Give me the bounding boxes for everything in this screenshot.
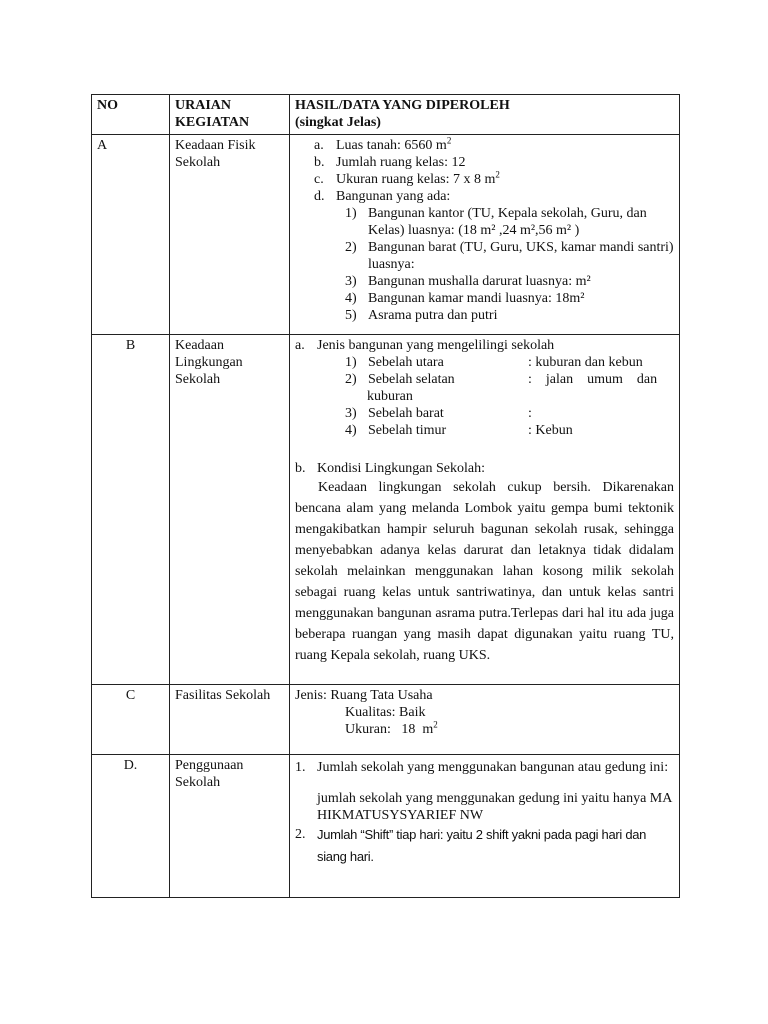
- list-item: 3) Sebelah barat :: [345, 406, 532, 421]
- header-hasil: [290, 95, 680, 135]
- row-a-uraian: Keadaan Fisik Sekolah: [170, 135, 290, 335]
- table-row-a: [92, 135, 680, 335]
- condition-paragraph: Keadaan lingkungan sekolah cukup bersih. Dikarenakan bencana alam yang melanda Lombok yaitu gempa bumi tektonik mengakibatkan hampir seluruh bagunan sekolah rusak, sehingga menyebabkan adanya kelas darurat dan letaknya tidak didalam sekolah melainkan menggunakan lahan kosong milik sekolah sebagai ruang kelas untuk santriwatinya, dan untuk kelas santri menggunakan bangunan asrama putra.Terlepas dari hal itu ada juga beberapa ruangan yang masih dapat digunakan yaitu ruang TU, ruang Kepala sekolah, ruang UKS.: [295, 480, 674, 663]
- list-item: 2) Bangunan barat (TU, Guru, UKS, kamar mandi santri) luasnya:: [345, 240, 674, 272]
- list-item: 1) Bangunan kantor (TU, Kepala sekolah, Guru, dan Kelas) luasnya: (18 m² ,24 m²,56 m² ): [345, 206, 647, 238]
- row-a-hasil: [290, 135, 680, 335]
- facility-size: Ukuran: 18 $m^2$: [345, 719, 438, 737]
- list-item: 2. Jumlah “Shift” tiap hari: yaitu 2 shift yakni pada pagi hari dan siang hari.: [295, 827, 647, 864]
- list-item: b. Jumlah ruang kelas: 12: [314, 155, 466, 170]
- table-row-d: [92, 755, 680, 898]
- report-table: [91, 94, 680, 898]
- list-item: 4) Sebelah timur : Kebun: [345, 423, 573, 438]
- usage-detail: jumlah sekolah yang menggunakan gedung ini yaitu hanya MA HIKMATUSYSYARIEF NW: [317, 791, 672, 823]
- list-item: a. Jenis bangunan yang mengelilingi sekolah: [295, 338, 555, 353]
- list-item: d. Bangunan yang ada:: [314, 189, 451, 204]
- facility-quality: Kualitas: Baik: [345, 705, 426, 720]
- list-item: 1. Jumlah sekolah yang menggunakan bangunan atau gedung ini:: [295, 760, 669, 775]
- header-uraian-line2: KEGIATAN: [175, 115, 250, 130]
- list-item: c. Ukuran ruang kelas: 7 x 8 $m^2$: [314, 169, 500, 187]
- list-item: b. Kondisi Lingkungan Sekolah:: [295, 461, 485, 476]
- row-d-no: D.: [92, 755, 170, 898]
- header-no: NO: [92, 95, 170, 135]
- header-hasil-line1: HASIL/DATA YANG DIPEROLEH: [295, 98, 510, 113]
- facility-type: Jenis: Ruang Tata Usaha: [295, 688, 433, 703]
- header-uraian: [170, 95, 290, 135]
- row-b-hasil: [290, 335, 680, 685]
- row-a-no: A: [92, 135, 170, 335]
- row-d-hasil: [290, 755, 680, 898]
- table-row-c: [92, 685, 680, 755]
- table-row-b: [92, 335, 680, 685]
- list-item: 1) Sebelah utara : kuburan dan kebun: [345, 355, 643, 370]
- list-item: 3) Bangunan mushalla darurat luasnya: m²: [345, 274, 591, 289]
- header-hasil-line2: (singkat Jelas): [295, 115, 381, 130]
- list-item: kuburan: [367, 389, 413, 404]
- list-item: 5) Asrama putra dan putri: [345, 308, 498, 323]
- list-item: 2) Sebelah selatan : jalan umum dan: [345, 372, 658, 387]
- row-c-uraian: Fasilitas Sekolah: [170, 685, 290, 755]
- row-d-uraian: Penggunaan Sekolah: [170, 755, 290, 898]
- list-item: 4) Bangunan kamar mandi luasnya: 18m²: [345, 291, 585, 306]
- row-b-no: B: [92, 335, 170, 685]
- header-uraian-line1: URAIAN: [175, 98, 231, 113]
- row-b-uraian: Keadaan Lingkungan Sekolah: [170, 335, 290, 685]
- list-item: a. Luas tanah: 6560 $m^2$: [314, 135, 452, 153]
- row-c-no: C: [92, 685, 170, 755]
- row-c-hasil: [290, 685, 680, 755]
- table-header-row: [92, 95, 680, 135]
